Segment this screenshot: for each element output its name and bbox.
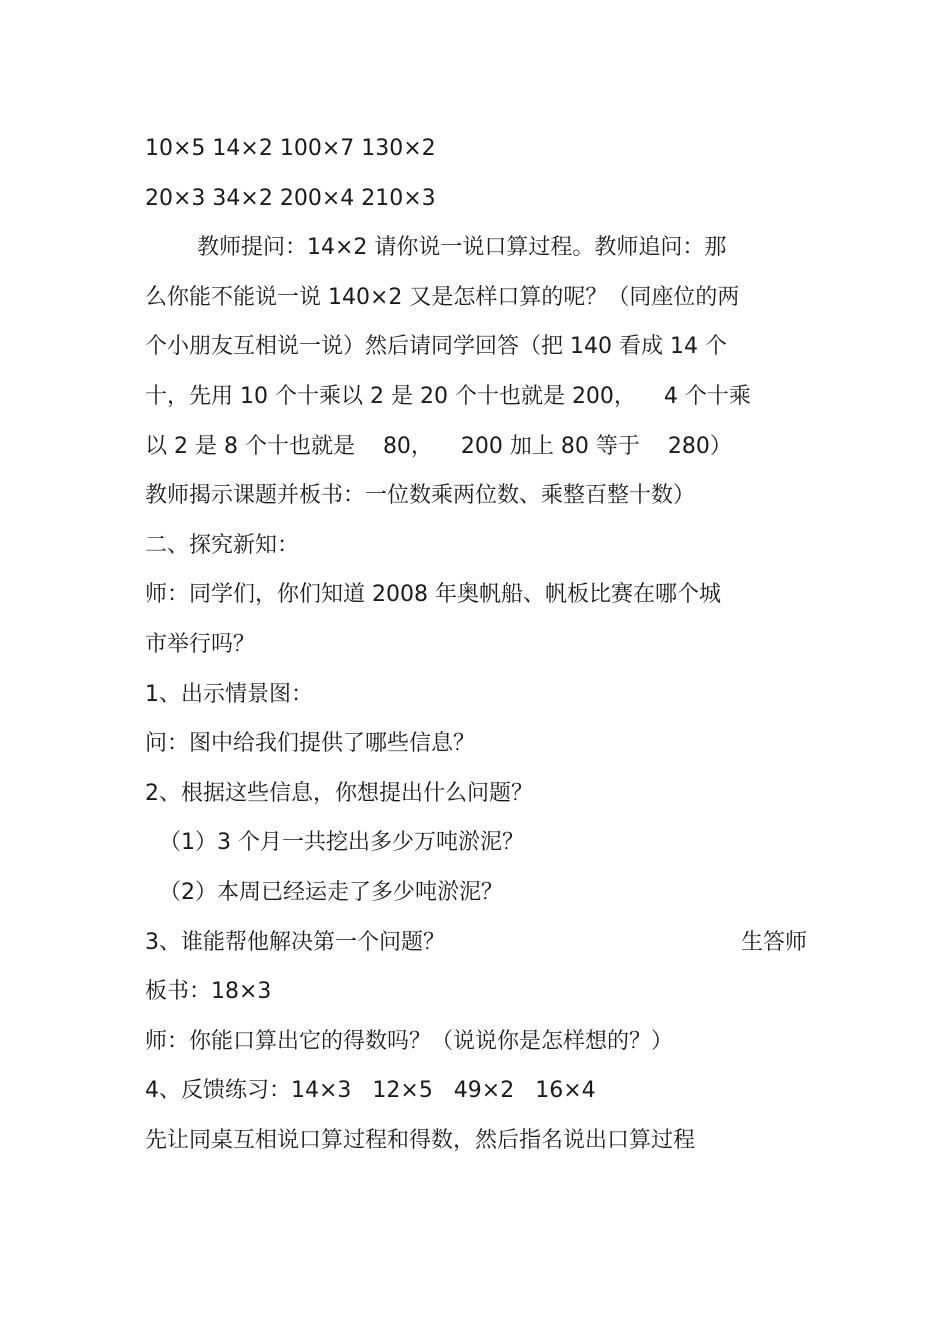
step-item: 1、出示情景图： (145, 681, 313, 707)
sub-question: （2）本周已经运走了多少吨淤泥？ (159, 879, 503, 905)
paragraph-line: 师：同学们，你们知道 2008 年奥帆船、帆板比赛在哪个城 (145, 582, 721, 608)
oral-calc-row-1: 10×5 14×2 100×7 130×2 (145, 136, 436, 161)
board-note: 板书：18×3 (145, 979, 272, 1005)
document-body (145, 124, 807, 1165)
paragraph-line: 个小朋友互相说一说）然后请同学回答（把 140 看成 14 个 (145, 334, 727, 360)
oral-calc-row-2: 20×3 34×2 200×4 210×3 (145, 185, 436, 211)
step-3-question: 3、谁能帮他解决第一个问题？ (145, 929, 445, 955)
paragraph-line: 十，先用 10 个十乘以 2 是 20 个十也就是 200， 4 个十乘 (145, 383, 751, 409)
section-heading: 二、探究新知： (145, 532, 300, 558)
paragraph-line: 么你能不能说一说 140×2 又是怎样口算的呢？（同座位的两 (145, 284, 740, 310)
step-3-answer-note: 生答师 (740, 929, 807, 955)
paragraph-line: 教师提问：14×2 请你说一说口算过程。教师追问：那 (197, 235, 727, 261)
step-item-3 (145, 918, 807, 968)
topic-reveal-line: 教师揭示课题并板书：一位数乘两位数、乘整百整十数） (145, 483, 696, 509)
paragraph-line: 先让同桌互相说口算过程和得数，然后指名说出口算过程 (145, 1127, 696, 1153)
paragraph-line: 师：你能口算出它的得数吗？（说说你是怎样想的？） (145, 1028, 674, 1054)
step-item: 2、根据这些信息，你想提出什么问题？ (145, 780, 533, 806)
paragraph-line: 市举行吗？ (145, 631, 256, 657)
question-line: 问：图中给我们提供了哪些信息？ (145, 731, 476, 757)
step-item: 4、反馈练习：14×3 12×5 49×2 16×4 (145, 1078, 596, 1104)
paragraph-line: 以 2 是 8 个十也就是 80， 200 加上 80 等于 280） (145, 433, 732, 459)
sub-question: （1）3 个月一共挖出多少万吨淤泥？ (159, 830, 524, 856)
